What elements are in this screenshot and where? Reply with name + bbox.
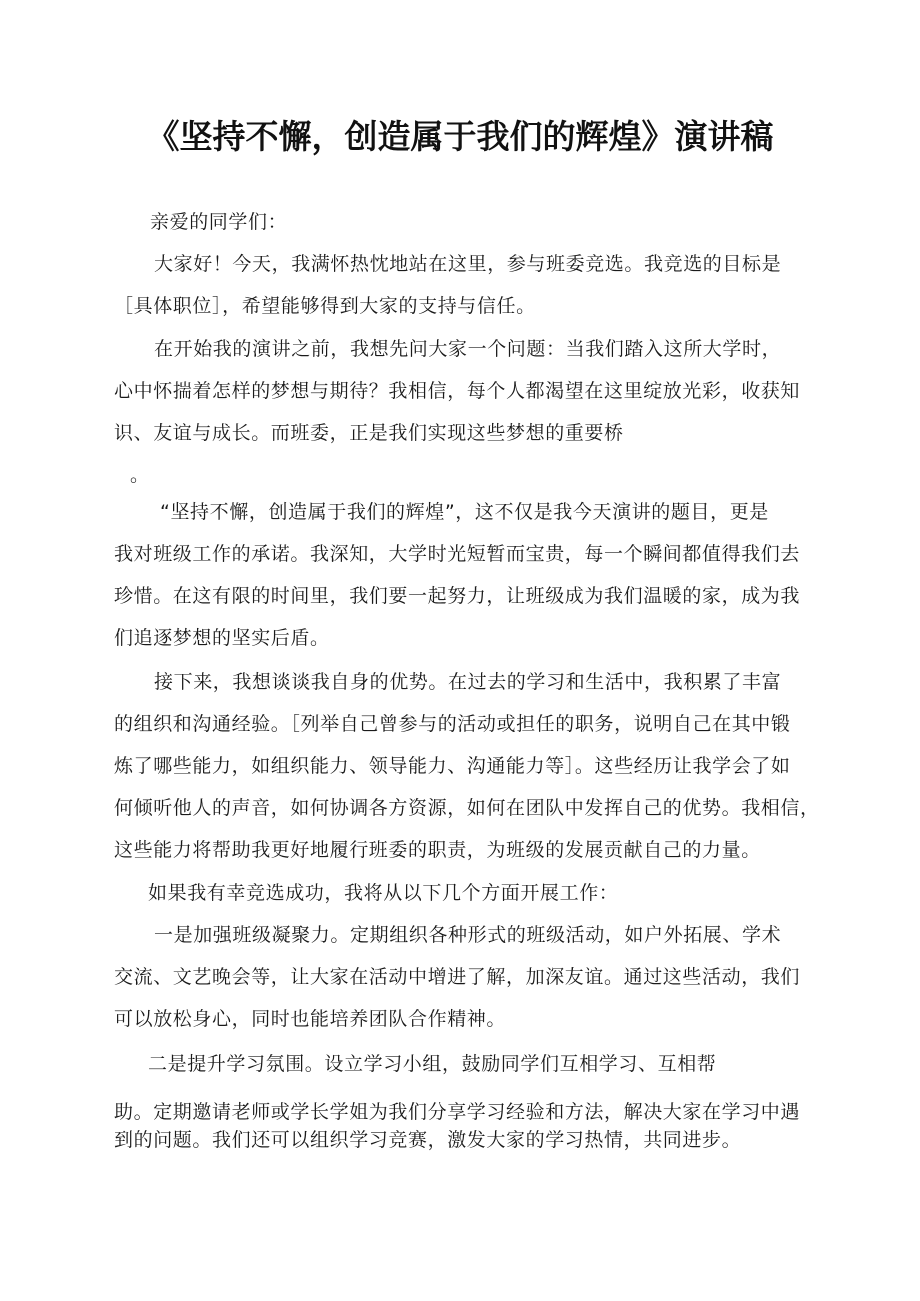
text-line: “坚持不懈，创造属于我们的辉煌”，这不仅是我今天演讲的题目，更是	[160, 501, 769, 523]
text-line: 亲爱的同学们：	[150, 211, 288, 233]
text-line: 识、友谊与成长。而班委，正是我们实现这些梦想的重要桥	[114, 422, 624, 444]
text-line: 大家好！今天，我满怀热忱地站在这里，参与班委竞选。我竞选的目标是	[154, 253, 782, 275]
text-line: 接下来，我想谈谈我自身的优势。在过去的学习和生活中，我积累了丰富	[154, 671, 782, 693]
document-title: 《坚持不懈，创造属于我们的辉煌》演讲稿	[146, 117, 774, 156]
text-line: 心中怀揣着怎样的梦想与期待？我相信，每个人都渴望在这里绽放光彩，收获知	[114, 380, 801, 402]
paragraph-plan-two-b	[114, 1098, 814, 1154]
text-line: 助。定期邀请老师或学长学姐为我们分享学习经验和方法，解决大家在学习中遇	[114, 1101, 801, 1123]
text-line: 。	[130, 464, 150, 486]
text-line: 交流、文艺晚会等，让大家在活动中增进了解，加深友谊。通过这些活动，我们	[114, 966, 801, 988]
paragraph-plan-one	[114, 914, 814, 1040]
text-line: 炼了哪些能力，如组织能力、领导能力、沟通能力等］。这些经历让我学会了如	[114, 755, 791, 777]
text-line: 到的问题。我们还可以组织学习竞赛，激发大家的学习热情，共同进步。	[114, 1129, 742, 1151]
text-line: 二是提升学习氛围。设立学习小组，鼓励同学们互相学习、互相帮	[148, 1053, 717, 1075]
text-line: 何倾听他人的声音，如何协调各方资源，如何在团队中发挥自己的优势。我相信，	[114, 797, 820, 819]
text-line: 一是加强班级凝聚力。定期组织各种形式的班级活动，如户外拓展、学术	[154, 924, 782, 946]
paragraph-theme	[114, 491, 814, 659]
text-line: 这些能力将帮助我更好地履行班委的职责，为班级的发展贡献自己的力量。	[114, 839, 761, 861]
text-line: ［具体职位］，希望能够得到大家的支持与信任。	[114, 295, 536, 317]
paragraph-greeting	[150, 201, 850, 243]
text-line: 我对班级工作的承诺。我深知，大学时光短暂而宝贵，每一个瞬间都值得我们去	[114, 543, 801, 565]
paragraph-strengths	[114, 661, 820, 871]
text-line: 的组织和沟通经验。［列举自己曾参与的活动或担任的职务，说明自己在其中锻	[114, 713, 791, 735]
text-line: 在开始我的演讲之前，我想先问大家一个问题：当我们踏入这所大学时，	[154, 338, 782, 360]
text-line: 珍惜。在这有限的时间里，我们要一起努力，让班级成为我们温暖的家，成为我	[114, 585, 801, 607]
paragraph-plan-intro	[114, 872, 814, 914]
text-line: 如果我有幸竞选成功，我将从以下几个方面开展工作：	[148, 882, 619, 904]
paragraph-question	[114, 328, 814, 496]
paragraph-plan-two-a	[114, 1043, 814, 1085]
text-line: 可以放松身心，同时也能培养团队合作精神。	[114, 1008, 507, 1030]
paragraph-intro	[114, 243, 814, 327]
text-line: 们追逐梦想的坚实后盾。	[114, 627, 330, 649]
